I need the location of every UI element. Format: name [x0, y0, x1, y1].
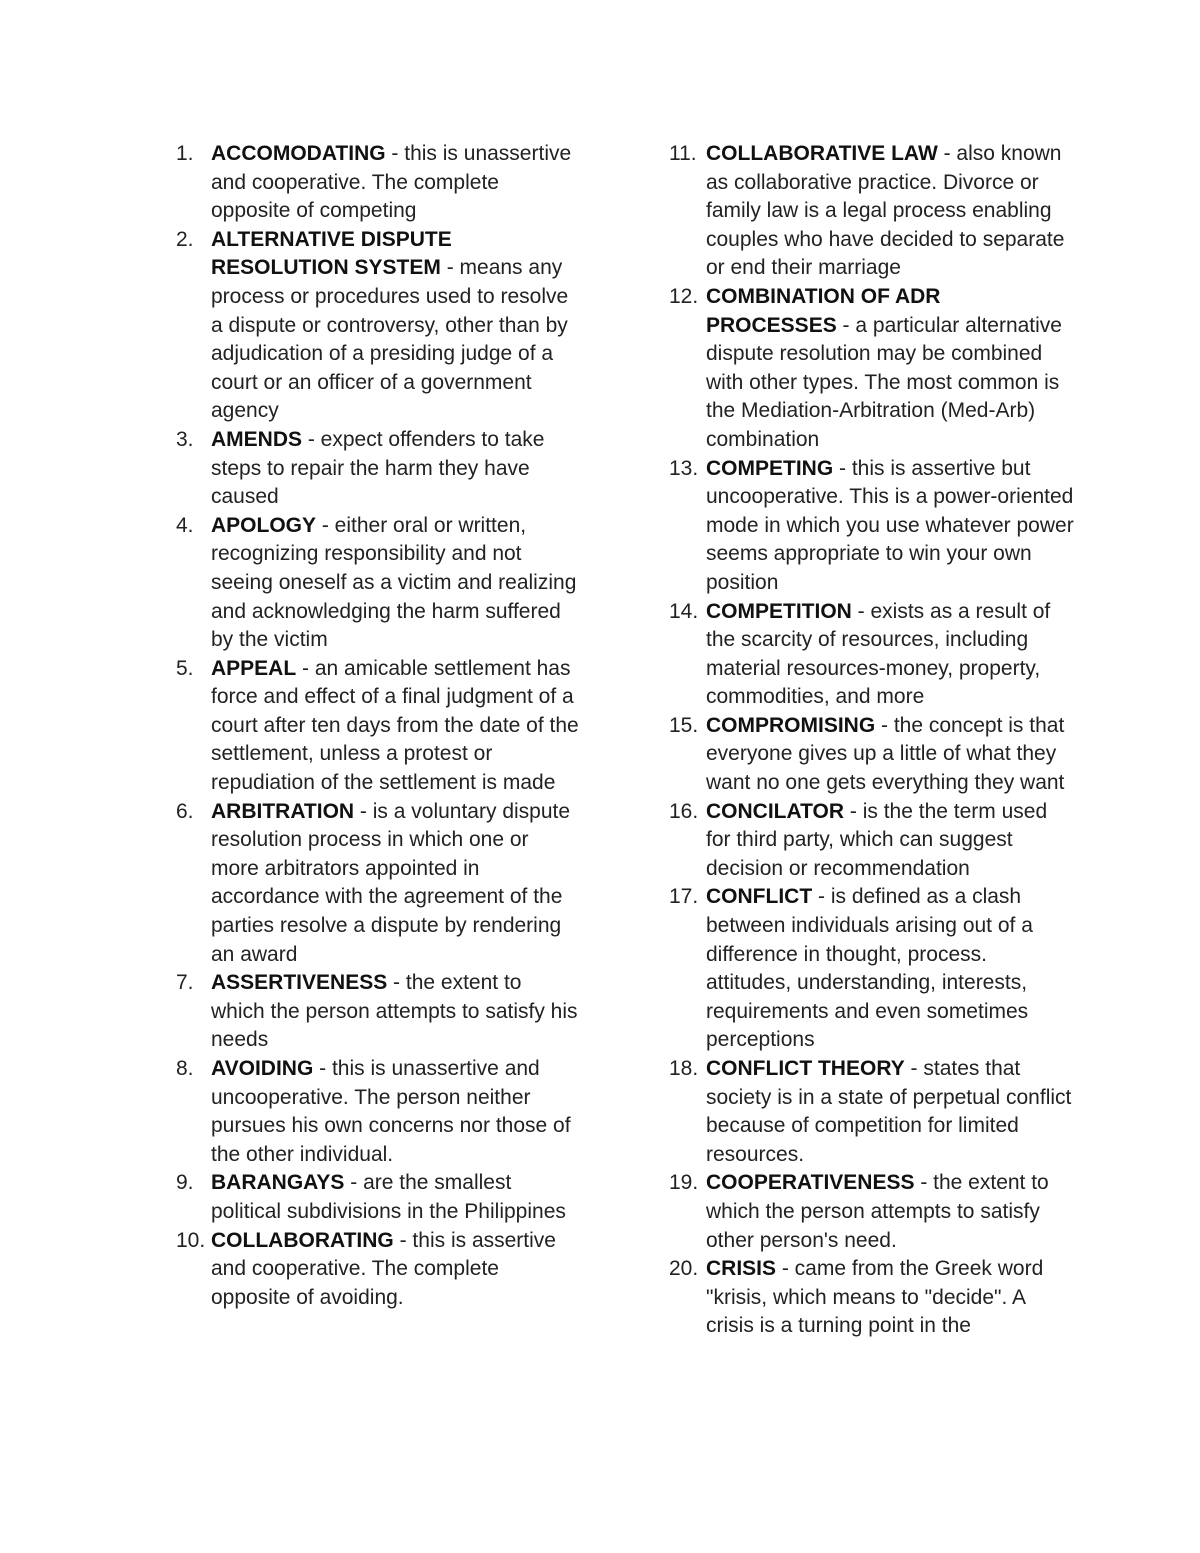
glossary-entry [655, 598, 1075, 712]
glossary-entry [655, 1255, 1075, 1341]
entry-number: 15. [669, 713, 699, 737]
entry-term: ACCOMODATING [211, 142, 386, 165]
entry-number: 17. [669, 885, 699, 909]
glossary-entry [160, 140, 580, 226]
entry-definition: - exists as a result of the scarcity of resources, including material resources-money, property, commodities, and more [706, 599, 1051, 709]
glossary-entry [160, 1227, 580, 1313]
entry-body [211, 226, 580, 426]
entry-body [706, 283, 1075, 455]
entry-body [706, 712, 1075, 798]
entry-body [211, 426, 580, 512]
glossary-entry [160, 1055, 580, 1169]
entry-term: BARANGAYS [211, 1171, 345, 1195]
glossary-entry [160, 655, 580, 798]
entry-term: COLLABORATIVE LAW [706, 142, 938, 165]
glossary-right-column [655, 140, 1075, 1341]
entry-body [706, 140, 1075, 283]
glossary-entry [160, 969, 580, 1055]
entry-definition: - means any process or procedures used to resolve a dispute or controversy, other than by adjudication of a presiding judge of a court or an officer of a government agency [211, 256, 569, 423]
entry-definition: - are the smallest political subdivisions in the Philippines [211, 1171, 566, 1223]
entry-definition: - this is assertive and cooperative. The complete opposite of avoiding. [211, 1228, 556, 1309]
entry-number: 7. [176, 971, 194, 995]
entry-number: 14. [669, 599, 699, 623]
entry-body [211, 798, 580, 970]
entry-term: AMENDS [211, 427, 303, 451]
entry-number: 12. [669, 284, 699, 308]
entry-number: 20. [669, 1257, 699, 1281]
entry-body [706, 455, 1075, 598]
entry-definition: - is a voluntary dispute resolution process in which one or more arbitrators appointed in accordance with the agreement of the parties resolve a dispute by rendering an award [211, 799, 571, 966]
entry-body [211, 655, 580, 798]
entry-body [211, 140, 580, 226]
entry-body [211, 1227, 580, 1313]
entry-number: 19. [669, 1171, 699, 1195]
glossary-entry [160, 512, 580, 655]
glossary-entry [160, 798, 580, 970]
entry-term: AVOIDING [211, 1057, 314, 1080]
entry-body [706, 1055, 1075, 1169]
entry-number: 1. [176, 142, 194, 165]
entry-number: 10. [176, 1228, 206, 1252]
entry-body [706, 798, 1075, 884]
entry-definition: - either oral or written, recognizing responsibility and not seeing oneself as a victim and realizing and acknowledging the harm suffered by the victim [211, 513, 577, 652]
entry-body [706, 1169, 1075, 1255]
entry-number: 5. [176, 656, 194, 680]
entry-term: COMBINATION OF ADR PROCESSES [706, 284, 941, 337]
entry-definition: - an amicable settlement has force and effect of a final judgment of a court after ten days from the date of the settlement, unless a protest or repudiation of the settlement is made [211, 656, 579, 795]
entry-number: 6. [176, 799, 194, 823]
glossary-entry [655, 1169, 1075, 1255]
entry-definition: - also known as collaborative practice. Divorce or family law is a legal process enabling couples who have decided to separate or end their marriage [706, 142, 1065, 280]
entry-body [211, 512, 580, 655]
glossary-left-column [160, 140, 580, 1312]
glossary-entry [655, 712, 1075, 798]
entry-number: 8. [176, 1057, 194, 1080]
entry-definition: - states that society is in a state of perpetual conflict because of competition for limited resources. [706, 1057, 1072, 1166]
entry-term: CONFLICT THEORY [706, 1057, 905, 1080]
entry-definition: - this is assertive but uncooperative. This is a power-oriented mode in which you use whatever power seems appropriate to win your own position [706, 456, 1074, 594]
entry-definition: - is defined as a clash between individuals arising out of a difference in thought, process. attitudes, understanding, interests, requirements and even sometimes perceptions [706, 885, 1033, 1052]
entry-number: 4. [176, 513, 194, 537]
entry-definition: - this is unassertive and cooperative. The complete opposite of competing [211, 142, 572, 223]
entry-definition: - this is unassertive and uncooperative. The person neither pursues his own concerns nor those of the other individual. [211, 1057, 571, 1166]
glossary-entry [655, 883, 1075, 1055]
entry-term: ARBITRATION [211, 799, 355, 823]
glossary-entry [160, 226, 580, 426]
glossary-entry [655, 798, 1075, 884]
glossary-entry [655, 1055, 1075, 1169]
entry-number: 11. [669, 142, 697, 165]
entry-definition: - came from the Greek word "krisis, which means to "decide". A crisis is a turning point in the [706, 1257, 1044, 1338]
entry-definition: - expect offenders to take steps to repair the harm they have caused [211, 427, 545, 509]
entry-body [211, 1169, 580, 1226]
entry-term: CRISIS [706, 1257, 777, 1281]
glossary-entry [655, 283, 1075, 455]
entry-number: 9. [176, 1171, 194, 1195]
entry-term: ASSERTIVENESS [211, 971, 388, 995]
entry-term: COOPERATIVENESS [706, 1171, 915, 1195]
entry-body [706, 1255, 1075, 1341]
entry-term: COMPETING [706, 456, 834, 480]
entry-term: APOLOGY [211, 513, 317, 537]
glossary-entry [160, 1169, 580, 1226]
entry-term: ALTERNATIVE DISPUTE RESOLUTION SYSTEM [211, 227, 452, 280]
glossary-entry [655, 140, 1075, 283]
entry-number: 13. [669, 456, 699, 480]
entry-definition: - a particular alternative dispute resolution may be combined with other types. The most common is the Mediation-Arbitration (Med-Arb) combination [706, 313, 1062, 451]
entry-number: 18. [669, 1057, 699, 1080]
entry-number: 3. [176, 427, 194, 451]
entry-definition: - the concept is that everyone gives up a little of what they want no one gets everything they want [706, 713, 1065, 795]
entry-body [211, 1055, 580, 1169]
entry-term: COLLABORATING [211, 1228, 394, 1252]
entry-body [706, 598, 1075, 712]
entry-number: 16. [669, 799, 699, 823]
entry-term: APPEAL [211, 656, 297, 680]
entry-definition: - is the the term used for third party, which can suggest decision or recommendation [706, 799, 1048, 880]
entry-term: COMPROMISING [706, 713, 876, 737]
glossary-entry [160, 426, 580, 512]
entry-definition: - the extent to which the person attempts to satisfy his needs [211, 971, 578, 1052]
entry-body [211, 969, 580, 1055]
glossary-entry [655, 455, 1075, 598]
entry-term: CONFLICT [706, 885, 813, 909]
entry-term: CONCILATOR [706, 799, 845, 823]
entry-number: 2. [176, 227, 194, 251]
entry-body [706, 883, 1075, 1055]
entry-term: COMPETITION [706, 599, 852, 623]
entry-definition: - the extent to which the person attempts to satisfy other person's need. [706, 1171, 1049, 1252]
